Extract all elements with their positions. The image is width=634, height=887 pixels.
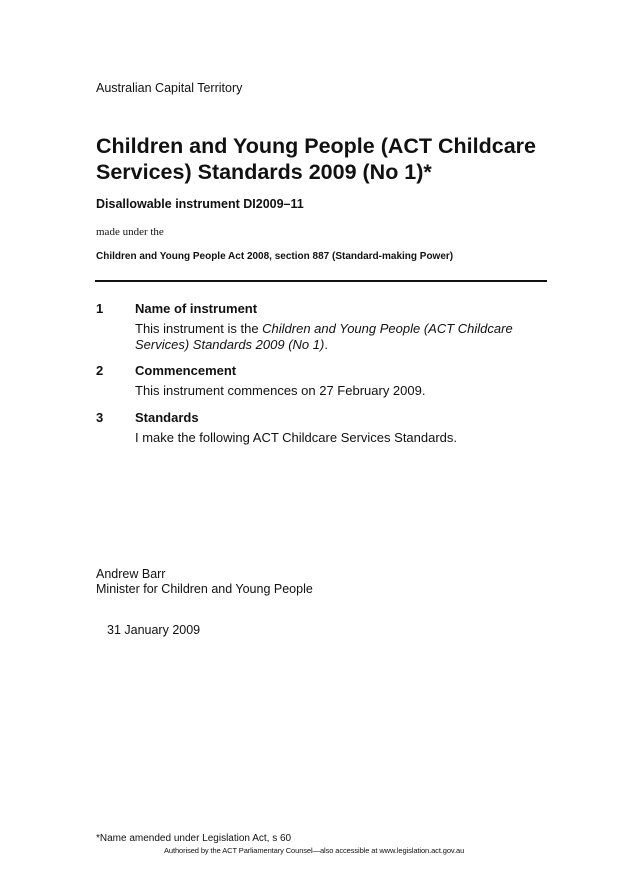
section-number: 1 — [96, 301, 104, 316]
section-heading: Name of instrument — [135, 301, 258, 316]
section-body: This instrument commences on 27 February 2009. — [135, 383, 426, 398]
section-number: 2 — [96, 363, 104, 378]
section-number: 3 — [96, 410, 104, 425]
signature-date: 31 January 2009 — [107, 623, 201, 637]
footnote: *Name amended under Legislation Act, s 60 — [96, 833, 292, 844]
jurisdiction-label: Australian Capital Territory — [96, 81, 243, 95]
section-body-suffix: . — [324, 337, 328, 352]
signer-role: Minister for Children and Young People — [96, 582, 313, 596]
section-body-prefix: This instrument is the — [135, 321, 263, 336]
signer-name: Andrew Barr — [96, 567, 166, 581]
section-heading: Commencement — [135, 363, 237, 378]
made-under-label: made under the — [96, 226, 164, 238]
section-body: I make the following ACT Childcare Services Standards. — [135, 430, 458, 445]
enabling-authority: Children and Young People Act 2008, section 887 (Standard-making Power) — [96, 251, 454, 262]
instrument-number: Disallowable instrument DI2009–11 — [96, 197, 304, 211]
section-heading: Standards — [135, 410, 199, 425]
section-body — [135, 321, 535, 353]
instrument-name-italic: Children and Young People (ACT Childcare Services) Standards 2009 (No 1) — [135, 321, 513, 352]
authorisation-notice: Authorised by the ACT Parliamentary Counsel—also accessible at www.legislation.act.gov.au — [164, 846, 465, 855]
document-title: Children and Young People (ACT Childcare Services) Standards 2009 (No 1)* — [96, 134, 536, 184]
header-divider — [95, 280, 547, 282]
